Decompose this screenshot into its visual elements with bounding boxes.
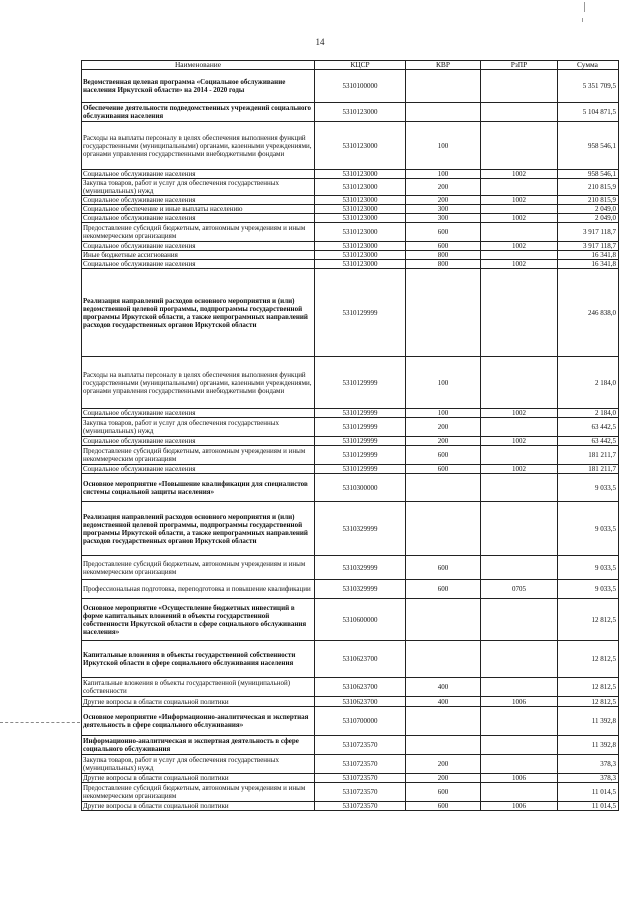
- header-rzpr: РзПР: [481, 61, 558, 70]
- row-name-cell: Социальное обслуживание населения: [82, 409, 315, 418]
- row-kvr-cell: 800: [406, 260, 481, 269]
- row-kvr-cell: 600: [406, 580, 481, 599]
- row-sum-cell: 5 351 709,5: [558, 70, 619, 103]
- row-kcsr-cell: 5310129999: [315, 409, 406, 418]
- header-kcsr: КЦСР: [315, 61, 406, 70]
- row-kvr-cell: 800: [406, 251, 481, 260]
- table-row: [82, 196, 619, 205]
- table-row: [82, 242, 619, 251]
- row-name-cell: Реализация направлений расходов основного мероприятия и (или) ведомственной целевой программы, подпрограммы государственной программы Иркутской области, а также непрограммных направлений расходов государственных органов Иркутской области: [82, 502, 315, 556]
- row-name-cell: Капитальные вложения в объекты государственной собственности Иркутской области в сфере социального обслуживания населения: [82, 641, 315, 678]
- row-name-cell: Предоставление субсидий бюджетным, автономным учреждениям и иным некоммерческим организациям: [82, 223, 315, 242]
- row-rzpr-cell: [481, 251, 558, 260]
- table-row: [82, 170, 619, 179]
- top-right-margin-mark-2: [582, 18, 583, 22]
- row-kvr-cell: [406, 70, 481, 103]
- table-row: [82, 446, 619, 465]
- row-kcsr-cell: 5310129999: [315, 465, 406, 474]
- row-kcsr-cell: 5310723570: [315, 774, 406, 783]
- row-kcsr-cell: 5310123000: [315, 242, 406, 251]
- row-sum-cell: 958 546,1: [558, 122, 619, 170]
- table-row: [82, 736, 619, 755]
- row-name-cell: Основное мероприятие «Информационно-аналитическая и экспертная деятельность в сфере социального обслуживания»: [82, 707, 315, 736]
- row-sum-cell: 958 546,1: [558, 170, 619, 179]
- row-sum-cell: 16 341,8: [558, 260, 619, 269]
- row-kcsr-cell: 5310129999: [315, 446, 406, 465]
- row-kvr-cell: 600: [406, 242, 481, 251]
- row-sum-cell: 16 341,8: [558, 251, 619, 260]
- row-name-cell: Закупка товаров, работ и услуг для обеспечения государственных (муниципальных) нужд: [82, 755, 315, 774]
- budget-table: [81, 60, 619, 811]
- row-sum-cell: 11 392,8: [558, 707, 619, 736]
- row-sum-cell: 63 442,5: [558, 437, 619, 446]
- row-kcsr-cell: 5310100000: [315, 70, 406, 103]
- row-rzpr-cell: 1002: [481, 260, 558, 269]
- row-name-cell: Другие вопросы в области социальной политики: [82, 774, 315, 783]
- table-row: [82, 599, 619, 641]
- table-row: [82, 465, 619, 474]
- row-kcsr-cell: 5310329999: [315, 580, 406, 599]
- row-rzpr-cell: 1002: [481, 196, 558, 205]
- row-name-cell: Основное мероприятие «Повышение квалификации для специалистов системы социальной защиты населения»: [82, 474, 315, 502]
- row-sum-cell: 63 442,5: [558, 418, 619, 437]
- row-kvr-cell: [406, 502, 481, 556]
- row-sum-cell: 11 014,5: [558, 783, 619, 802]
- row-sum-cell: 210 815,9: [558, 196, 619, 205]
- row-kvr-cell: 200: [406, 196, 481, 205]
- row-kvr-cell: [406, 641, 481, 678]
- row-rzpr-cell: [481, 205, 558, 214]
- row-kvr-cell: 600: [406, 802, 481, 811]
- row-rzpr-cell: [481, 678, 558, 697]
- table-row: [82, 122, 619, 170]
- row-rzpr-cell: 1002: [481, 242, 558, 251]
- table-row: [82, 697, 619, 707]
- row-name-cell: Социальное обслуживание населения: [82, 260, 315, 269]
- row-kvr-cell: 300: [406, 214, 481, 223]
- row-kvr-cell: [406, 474, 481, 502]
- left-margin-dash: [0, 722, 80, 723]
- table-body: [82, 70, 619, 811]
- row-sum-cell: 210 815,9: [558, 179, 619, 196]
- row-sum-cell: 12 812,5: [558, 697, 619, 707]
- row-sum-cell: 2 049,0: [558, 205, 619, 214]
- row-kcsr-cell: 5310123000: [315, 179, 406, 196]
- row-rzpr-cell: 1002: [481, 409, 558, 418]
- table-header-row: [82, 61, 619, 70]
- row-kcsr-cell: 5310123000: [315, 196, 406, 205]
- row-name-cell: Предоставление субсидий бюджетным, автономным учреждениям и иным некоммерческим организациям: [82, 446, 315, 465]
- row-kcsr-cell: 5310129999: [315, 269, 406, 357]
- row-kvr-cell: 100: [406, 409, 481, 418]
- row-kvr-cell: 100: [406, 357, 481, 409]
- row-kvr-cell: 400: [406, 678, 481, 697]
- row-sum-cell: 181 211,7: [558, 465, 619, 474]
- row-name-cell: Ведомственная целевая программа «Социальное обслуживание населения Иркутской области» на 2014 - 2020 годы: [82, 70, 315, 103]
- row-rzpr-cell: [481, 122, 558, 170]
- row-name-cell: Расходы на выплаты персоналу в целях обеспечения выполнения функций государственными (муниципальными) органами, казенными учреждениями, органами управления государственными внебюджетными фондами: [82, 357, 315, 409]
- row-kvr-cell: 100: [406, 122, 481, 170]
- row-kvr-cell: 600: [406, 223, 481, 242]
- row-sum-cell: 181 211,7: [558, 446, 619, 465]
- table-row: [82, 502, 619, 556]
- table-row: [82, 783, 619, 802]
- row-rzpr-cell: [481, 755, 558, 774]
- row-kvr-cell: 200: [406, 774, 481, 783]
- row-kvr-cell: 200: [406, 418, 481, 437]
- row-rzpr-cell: [481, 502, 558, 556]
- table-row: [82, 357, 619, 409]
- row-name-cell: Предоставление субсидий бюджетным, автономным учреждениям и иным некоммерческим организациям: [82, 556, 315, 580]
- row-rzpr-cell: 0705: [481, 580, 558, 599]
- row-rzpr-cell: [481, 446, 558, 465]
- row-kcsr-cell: 5310623700: [315, 641, 406, 678]
- row-sum-cell: 378,3: [558, 755, 619, 774]
- row-kcsr-cell: 5310123000: [315, 103, 406, 122]
- table-row: [82, 223, 619, 242]
- row-name-cell: Закупка товаров, работ и услуг для обеспечения государственных (муниципальных) нужд: [82, 179, 315, 196]
- row-kcsr-cell: 5310123000: [315, 251, 406, 260]
- row-sum-cell: 9 033,5: [558, 502, 619, 556]
- row-name-cell: Социальное обслуживание населения: [82, 170, 315, 179]
- row-sum-cell: 12 812,5: [558, 678, 619, 697]
- row-rzpr-cell: [481, 783, 558, 802]
- row-kvr-cell: [406, 736, 481, 755]
- row-rzpr-cell: [481, 736, 558, 755]
- table-row: [82, 70, 619, 103]
- row-name-cell: Реализация направлений расходов основного мероприятия и (или) ведомственной целевой программы, подпрограммы государственной программы Иркутской области, а также непрограммных направлений расходов государственных органов Иркутской области: [82, 269, 315, 357]
- top-right-margin-mark: [584, 2, 585, 12]
- row-sum-cell: 12 812,5: [558, 641, 619, 678]
- table-row: [82, 474, 619, 502]
- row-kcsr-cell: 5310723570: [315, 736, 406, 755]
- table-row: [82, 755, 619, 774]
- row-rzpr-cell: [481, 707, 558, 736]
- row-kcsr-cell: 5310129999: [315, 357, 406, 409]
- row-rzpr-cell: [481, 103, 558, 122]
- row-kcsr-cell: 5310300000: [315, 474, 406, 502]
- table-row: [82, 260, 619, 269]
- row-kvr-cell: [406, 707, 481, 736]
- row-kcsr-cell: 5310723570: [315, 783, 406, 802]
- row-rzpr-cell: [481, 223, 558, 242]
- table-row: [82, 409, 619, 418]
- row-sum-cell: 246 838,0: [558, 269, 619, 357]
- row-name-cell: Капитальные вложения в объекты государственной (муниципальной) собственности: [82, 678, 315, 697]
- row-sum-cell: 9 033,5: [558, 474, 619, 502]
- row-rzpr-cell: 1002: [481, 465, 558, 474]
- table-row: [82, 707, 619, 736]
- row-sum-cell: 378,3: [558, 774, 619, 783]
- row-kvr-cell: 600: [406, 556, 481, 580]
- row-sum-cell: 5 104 871,5: [558, 103, 619, 122]
- row-kcsr-cell: 5310123000: [315, 260, 406, 269]
- header-kvr: КВР: [406, 61, 481, 70]
- row-rzpr-cell: [481, 641, 558, 678]
- row-kcsr-cell: 5310723570: [315, 802, 406, 811]
- row-name-cell: Закупка товаров, работ и услуг для обеспечения государственных (муниципальных) нужд: [82, 418, 315, 437]
- row-kcsr-cell: 5310123000: [315, 223, 406, 242]
- row-kvr-cell: [406, 103, 481, 122]
- row-kcsr-cell: 5310129999: [315, 418, 406, 437]
- row-name-cell: Информационно-аналитическая и экспертная деятельность в сфере социального обслуживания: [82, 736, 315, 755]
- row-name-cell: Социальное обслуживание населения: [82, 242, 315, 251]
- header-sum: Сумма: [558, 61, 619, 70]
- row-rzpr-cell: 1006: [481, 697, 558, 707]
- row-name-cell: Иные бюджетные ассигнования: [82, 251, 315, 260]
- table-row: [82, 802, 619, 811]
- header-name: Наименование: [82, 61, 315, 70]
- row-rzpr-cell: [481, 70, 558, 103]
- row-kvr-cell: 400: [406, 697, 481, 707]
- row-rzpr-cell: [481, 556, 558, 580]
- table-row: [82, 580, 619, 599]
- row-kvr-cell: 200: [406, 755, 481, 774]
- table-row: [82, 678, 619, 697]
- row-rzpr-cell: 1002: [481, 437, 558, 446]
- row-name-cell: Расходы на выплаты персоналу в целях обеспечения выполнения функций государственными (муниципальными) органами, казенными учреждениями, органами управления государственными внебюджетными фондами: [82, 122, 315, 170]
- row-kcsr-cell: 5310600000: [315, 599, 406, 641]
- row-rzpr-cell: 1006: [481, 802, 558, 811]
- row-rzpr-cell: [481, 357, 558, 409]
- table-row: [82, 641, 619, 678]
- row-kvr-cell: 600: [406, 783, 481, 802]
- row-kcsr-cell: 5310329999: [315, 556, 406, 580]
- table-row: [82, 269, 619, 357]
- row-kcsr-cell: 5310723570: [315, 755, 406, 774]
- row-kvr-cell: 100: [406, 170, 481, 179]
- table-row: [82, 251, 619, 260]
- table-row: [82, 205, 619, 214]
- row-rzpr-cell: 1006: [481, 774, 558, 783]
- row-kcsr-cell: 5310623700: [315, 678, 406, 697]
- row-kvr-cell: [406, 599, 481, 641]
- row-rzpr-cell: [481, 269, 558, 357]
- row-name-cell: Обеспечение деятельности подведомственных учреждений социального обслуживания населения: [82, 103, 315, 122]
- table-row: [82, 418, 619, 437]
- row-kcsr-cell: 5310329999: [315, 502, 406, 556]
- row-rzpr-cell: 1002: [481, 214, 558, 223]
- row-kvr-cell: 600: [406, 446, 481, 465]
- row-sum-cell: 2 049,0: [558, 214, 619, 223]
- row-name-cell: Основное мероприятие «Осуществление бюджетных инвестиций в форме капитальных вложений в объекты государственной собственности Иркутской области в сфере социального обслуживания населения»: [82, 599, 315, 641]
- table-row: [82, 556, 619, 580]
- row-name-cell: Социальное обслуживание населения: [82, 465, 315, 474]
- row-kvr-cell: 300: [406, 205, 481, 214]
- row-rzpr-cell: 1002: [481, 170, 558, 179]
- row-kcsr-cell: 5310129999: [315, 437, 406, 446]
- row-kvr-cell: 200: [406, 437, 481, 446]
- row-sum-cell: 3 917 118,7: [558, 223, 619, 242]
- row-kcsr-cell: 5310123000: [315, 122, 406, 170]
- row-rzpr-cell: [481, 599, 558, 641]
- row-sum-cell: 2 184,0: [558, 357, 619, 409]
- row-sum-cell: 2 184,0: [558, 409, 619, 418]
- row-sum-cell: 12 812,5: [558, 599, 619, 641]
- page-number: 14: [315, 37, 325, 47]
- row-rzpr-cell: [481, 179, 558, 196]
- row-rzpr-cell: [481, 418, 558, 437]
- row-kcsr-cell: 5310123000: [315, 170, 406, 179]
- row-name-cell: Социальное обслуживание населения: [82, 196, 315, 205]
- row-sum-cell: 9 033,5: [558, 556, 619, 580]
- row-sum-cell: 11 014,5: [558, 802, 619, 811]
- row-kvr-cell: 200: [406, 179, 481, 196]
- row-rzpr-cell: [481, 474, 558, 502]
- row-name-cell: Предоставление субсидий бюджетным, автономным учреждениям и иным некоммерческим организациям: [82, 783, 315, 802]
- row-name-cell: Социальное обслуживание населения: [82, 214, 315, 223]
- row-kcsr-cell: 5310623700: [315, 697, 406, 707]
- table-row: [82, 774, 619, 783]
- row-kcsr-cell: 5310123000: [315, 205, 406, 214]
- row-name-cell: Социальное обслуживание населения: [82, 437, 315, 446]
- row-sum-cell: 9 033,5: [558, 580, 619, 599]
- table-row: [82, 179, 619, 196]
- row-sum-cell: 3 917 118,7: [558, 242, 619, 251]
- row-kcsr-cell: 5310700000: [315, 707, 406, 736]
- row-name-cell: Другие вопросы в области социальной политики: [82, 697, 315, 707]
- table-row: [82, 437, 619, 446]
- row-sum-cell: 11 392,8: [558, 736, 619, 755]
- table-row: [82, 103, 619, 122]
- row-name-cell: Социальное обеспечение и иные выплаты населению: [82, 205, 315, 214]
- table-row: [82, 214, 619, 223]
- row-kvr-cell: [406, 269, 481, 357]
- row-kcsr-cell: 5310123000: [315, 214, 406, 223]
- row-name-cell: Другие вопросы в области социальной политики: [82, 802, 315, 811]
- row-kvr-cell: 600: [406, 465, 481, 474]
- row-name-cell: Профессиональная подготовка, переподготовка и повышение квалификации: [82, 580, 315, 599]
